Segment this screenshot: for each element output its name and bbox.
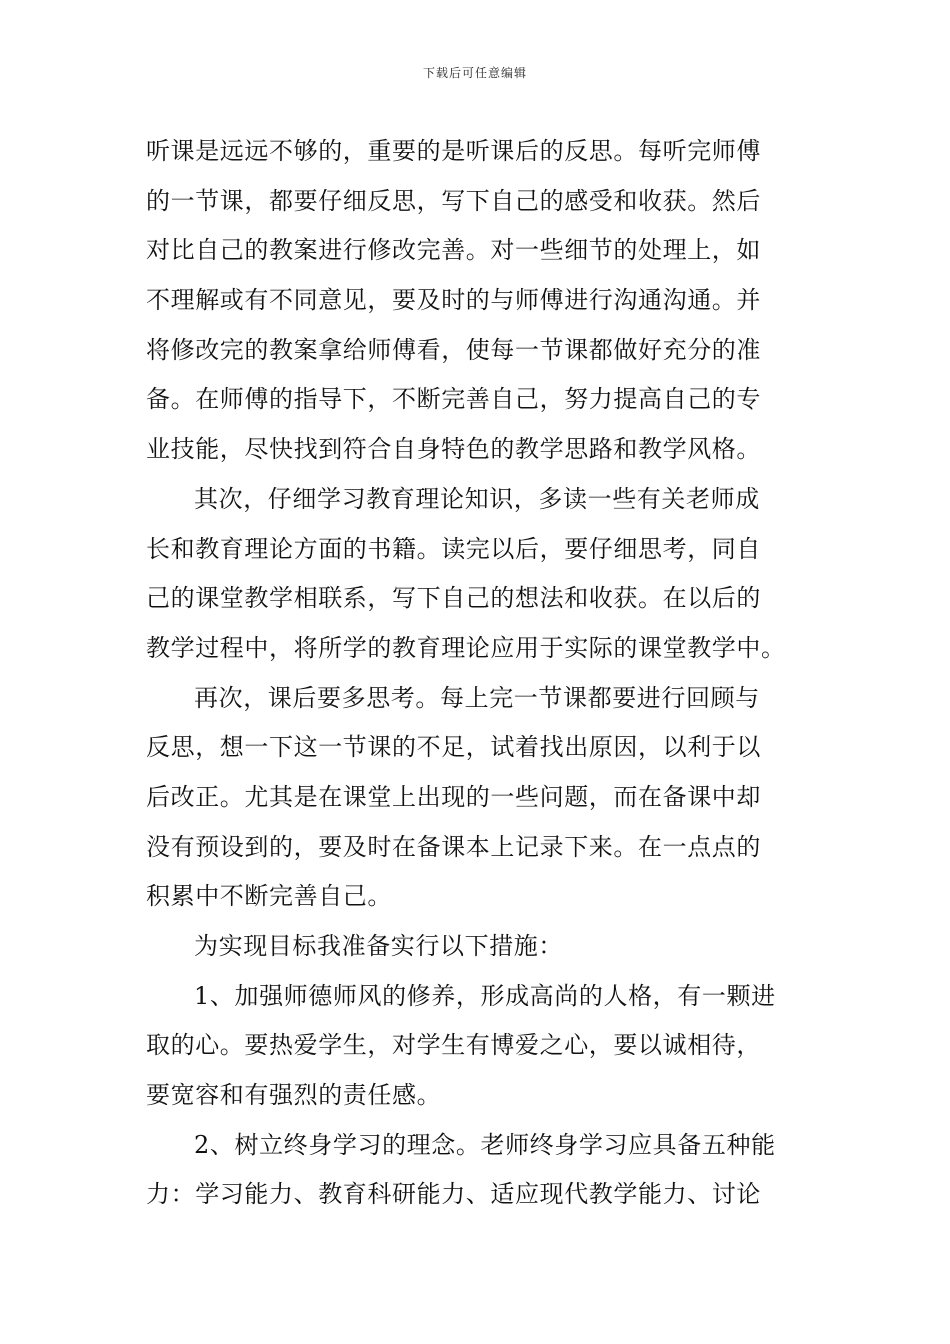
paragraph-first-line: 1、加强师德师风的修养，形成高尚的人格，有一颗进 [194, 981, 776, 1010]
text-line: 取的心。要热爱学生，对学生有博爱之心，要以诚相待， [146, 1031, 761, 1060]
text-line: 业技能，尽快找到符合自身特色的教学思路和教学风格。 [146, 435, 761, 464]
page-header: 下载后可任意编辑 [422, 66, 527, 80]
text-line: 听课是远远不够的，重要的是听课后的反思。每听完师傅 [146, 137, 761, 165]
paragraph-first-line: 2、树立终身学习的理念。老师终身学习应具备五种能 [194, 1130, 776, 1159]
text-line: 教学过程中，将所学的教育理论应用于实际的课堂教学中。 [146, 633, 786, 662]
text-line: 备。在师傅的指导下，不断完善自己，努力提高自己的专 [146, 385, 761, 414]
text-line: 长和教育理论方面的书籍。读完以后，要仔细思考，同自 [146, 534, 761, 563]
text-line: 力：学习能力、教育科研能力、适应现代教学能力、讨论 [146, 1180, 761, 1209]
text-line: 不理解或有不同意见，要及时的与师傅进行沟通沟通。并 [146, 286, 761, 315]
paragraph-first-line: 为实现目标我准备实行以下措施： [194, 932, 563, 960]
text-line: 后改正。尤其是在课堂上出现的一些问题，而在备课中却 [146, 782, 761, 811]
document-body [146, 127, 806, 1220]
text-line: 要宽容和有强烈的责任感。 [146, 1081, 442, 1110]
text-line: 积累中不断完善自己。 [146, 882, 392, 911]
paragraph-first-line: 再次，课后要多思考。每上完一节课都要进行回顾与 [194, 683, 760, 712]
text-line: 反思，想一下这一节课的不足，试着找出原因，以利于以 [146, 733, 761, 762]
paragraph-first-line: 其次，仔细学习教育理论知识，多读一些有关老师成 [194, 484, 760, 513]
text-line: 的一节课，都要仔细反思，写下自己的感受和收获。然后 [146, 186, 761, 215]
text-line: 没有预设到的，要及时在备课本上记录下来。在一点点的 [146, 832, 761, 861]
text-line: 对比自己的教案进行修改完善。对一些细节的处理上，如 [146, 236, 761, 265]
text-line: 将修改完的教案拿给师傅看，使每一节课都做好充分的准 [146, 335, 761, 364]
text-line: 己的课堂教学相联系，写下自己的想法和收获。在以后的 [146, 584, 761, 613]
